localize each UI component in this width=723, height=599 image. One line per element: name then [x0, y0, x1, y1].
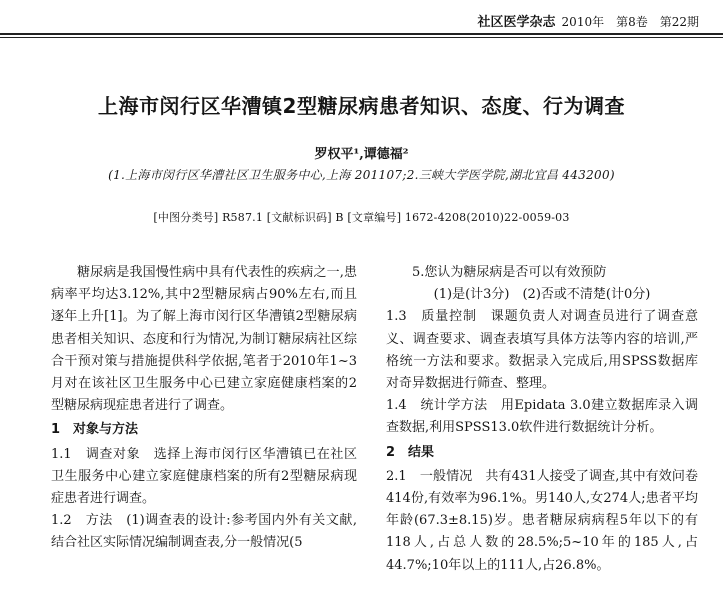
- article-affiliations: (1.上海市闵行区华漕社区卫生服务中心,上海 201107;2.三峡大学医学院,湖北宜昌 443200): [108, 168, 615, 182]
- article-title: 上海市闵行区华漕镇2型糖尿病患者知识、态度、行为调查: [98, 94, 625, 118]
- section-2-1-paragraph: 2.1 一般情况 共有431人接受了调查,其中有效问卷414份,有效率为96.1%。男140人,女274人;患者平均年龄(67.3±8.15)岁。患者糖尿病病程5年以下的有118人,占总人数的28.5%;5~10年的185人,占44.7%;10年以上的111人,占26.8%。: [386, 468, 698, 573]
- section-1-4-paragraph: 1.4 统计学方法 用Epidata 3.0建立数据库录入调查数据,利用SPSS13.0软件进行数据统计分析。: [386, 398, 698, 436]
- section-1-1-paragraph: 1.1 调查对象 选择上海市闵行区华漕镇已在社区卫生服务中心建立家庭健康档案的所有2型糖尿病现症患者进行调查。: [51, 446, 357, 507]
- section-1-3-paragraph: 1.3 质量控制 课题负责人对调查员进行了调查意义、调查要求、调查表填写具体方法等内容的培训,严格统一方法和要求。数据录入完成后,用SPSS数据库对奇异数据进行筛查、整理。: [386, 309, 698, 392]
- intro-paragraph: 糖尿病是我国慢性病中具有代表性的疾病之一,患病率平均达3.12%,其中2型糖尿病占90%左右,而且逐年上升[1]。为了解上海市闵行区华漕镇2型糖尿病患者相关知识、态度和行为情况,为制订糖尿病社区综合干预对策与措施提供科学依据,笔者于2010年1~3月对在该社区卫生服务中心已建立家庭健康档案的2型糖尿病现症患者进行了调查。: [51, 265, 357, 414]
- section-1-2-paragraph: 1.2 方法 (1)调查表的设计:参考国内外有关文献,结合社区实际情况编制调查表,分一般情况(5: [51, 513, 357, 551]
- header-rule-thick: [0, 33, 723, 35]
- header-rule-thin: [0, 37, 723, 38]
- running-header: [478, 11, 699, 30]
- journal-name: 社区医学杂志: [477, 15, 556, 30]
- question-5-options: (1)是(计3分) (2)否或不清楚(计0分): [433, 287, 651, 303]
- classification-line: [中图分类号] R587.1 [文献标识码] B [文章编号] 1672-4208(2010)22-0059-03: [153, 211, 570, 224]
- page-bottom-fade: [0, 589, 723, 599]
- section-1-heading: 1 对象与方法: [51, 422, 139, 438]
- right-column: [386, 262, 698, 577]
- article-authors: 罗权平¹,谭德福²: [314, 147, 409, 162]
- question-5: 5.您认为糖尿病是否可以有效预防: [412, 265, 607, 280]
- left-column: [51, 262, 357, 555]
- section-2-heading: 2 结果: [386, 444, 435, 460]
- issue-info: 2010年 第8卷 第22期: [561, 15, 699, 29]
